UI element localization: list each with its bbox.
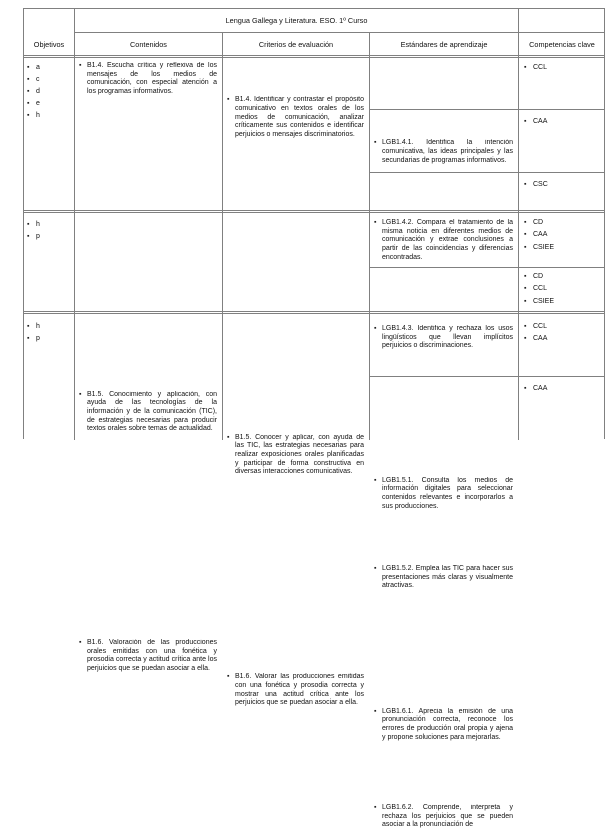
objetivo-item: ▪ d (27, 86, 71, 98)
header-criterios: Criterios de evaluación (258, 39, 334, 49)
competencias-list (524, 179, 602, 191)
competencia-item: ▪ CSIEE (524, 242, 602, 254)
competencia-item: ▪ CCL (524, 321, 602, 333)
estandar-text: ▪ LGB1.4.2. Compara el tratamiento de la misma noticia en diferentes medios de comunicación y extrae conclusiones a partir de las coincidencias y diferencias encontradas. (374, 219, 513, 262)
header-objetivos: Objetivos (33, 39, 65, 49)
estandar-text: ▪ LGB1.6.1. Aprecia la emisión de una pronunciación correcta, reconoce los errores de producción oral propia y ajena y propone soluciones para mejorarlas. (374, 708, 513, 742)
estandar-text: ▪ LGB1.6.2. Comprende, interpreta y rechaza los perjuicios que se pueden asociar a la pronunciación de (374, 804, 513, 834)
competencias-list (524, 116, 602, 128)
criterio-text: ▪ B1.6. Valorar las producciones emitidas con una fonética y prosodia correcta y mostrar una actitud crítica ante los perjuicios que se puedan asociar a ella. (227, 673, 364, 707)
objetivo-item: ▪ h (27, 219, 71, 231)
table-title: Lengua Gallega y Literatura. ESO. 1º Curso (225, 16, 368, 25)
competencia-item: ▪ CCL (524, 283, 602, 295)
objetivo-item: ▪ a (27, 62, 71, 74)
competencias-list (524, 383, 602, 395)
competencia-item: ▪ CD (524, 271, 602, 283)
competencias-list (524, 62, 602, 74)
table-rule (369, 109, 605, 110)
contenido-text: ▪ B1.4. Escucha crítica y reflexiva de los mensajes de los medios de comunicación, con especial atención a los programas informativos. (79, 62, 217, 96)
estandar-text: ▪ LGB1.4.1. Identifica la intención comunicativa, las ideas principales y las secundarias de programas informativos. (374, 139, 513, 165)
competencia-item: ▪ CAA (524, 333, 602, 345)
header-estandares: Estándares de aprendizaje (400, 39, 488, 49)
competencias-list (524, 271, 602, 308)
objetivos-list (27, 62, 71, 122)
estandar-text: ▪ LGB1.4.3. Identifica y rechaza los usos lingüísticos que llevan implícitos perjuicios o discriminaciones. (374, 325, 513, 351)
competencia-item: ▪ CD (524, 217, 602, 229)
competencia-item: ▪ CAA (524, 229, 602, 241)
table-rule (369, 32, 370, 440)
table-rule (74, 9, 75, 440)
header-competencias: Competencias clave (529, 39, 595, 49)
objetivo-item: ▪ e (27, 98, 71, 110)
table-rule (369, 172, 605, 173)
competencia-item: ▪ CSC (524, 179, 602, 191)
objetivo-item: ▪ c (27, 74, 71, 86)
criterio-text: ▪ B1.4. Identificar y contrastar el propósito comunicativo en textos orales de los medios de comunicación, analizar críticamente sus contenidos e identificar perjuicios o mensajes discriminatorios. (227, 96, 364, 139)
contenido-text: ▪ B1.5. Conocimiento y aplicación, con ayuda de las tecnologías de la información y de la comunicación (TIC), de estrategias necesarias para producir textos orales sobre temas de actualidad. (79, 391, 217, 434)
objetivos-list (27, 219, 71, 243)
objetivo-item: ▪ p (27, 231, 71, 243)
criterio-text: ▪ B1.5. Conocer y aplicar, con ayuda de las TIC, las estrategias necesarias para realizar exposiciones orales planificadas y participar de forma constructiva en diversas interacciones comunicativas. (227, 434, 364, 477)
header-contenidos: Contenidos (130, 39, 167, 49)
competencia-item: ▪ CAA (524, 383, 602, 395)
table-rule (369, 267, 605, 268)
objetivo-item: ▪ p (27, 333, 71, 345)
objetivos-list (27, 321, 71, 345)
table-rule (369, 376, 605, 377)
competencias-list (524, 217, 602, 254)
table-rule (222, 32, 223, 440)
table-rule (518, 9, 519, 440)
competencia-item: ▪ CSIEE (524, 296, 602, 308)
estandar-text: ▪ LGB1.5.1. Consulta los medios de información digitales para seleccionar contenidos relevantes e incorporarlos a sus producciones. (374, 477, 513, 511)
curriculum-table (23, 8, 605, 829)
estandar-text: ▪ LGB1.5.2. Emplea las TIC para hacer sus presentaciones más claras y visualmente atractivas. (374, 565, 513, 591)
contenido-text: ▪ B1.6. Valoración de las producciones orales emitidas con una fonética y prosodia correcta y actitud crítica ante los perjuicios que se puedan asociar a ella. (79, 639, 217, 673)
competencia-item: ▪ CAA (524, 116, 602, 128)
competencias-list (524, 321, 602, 346)
objetivo-item: ▪ h (27, 110, 71, 122)
competencia-item: ▪ CCL (524, 62, 602, 74)
objetivo-item: ▪ h (27, 321, 71, 333)
